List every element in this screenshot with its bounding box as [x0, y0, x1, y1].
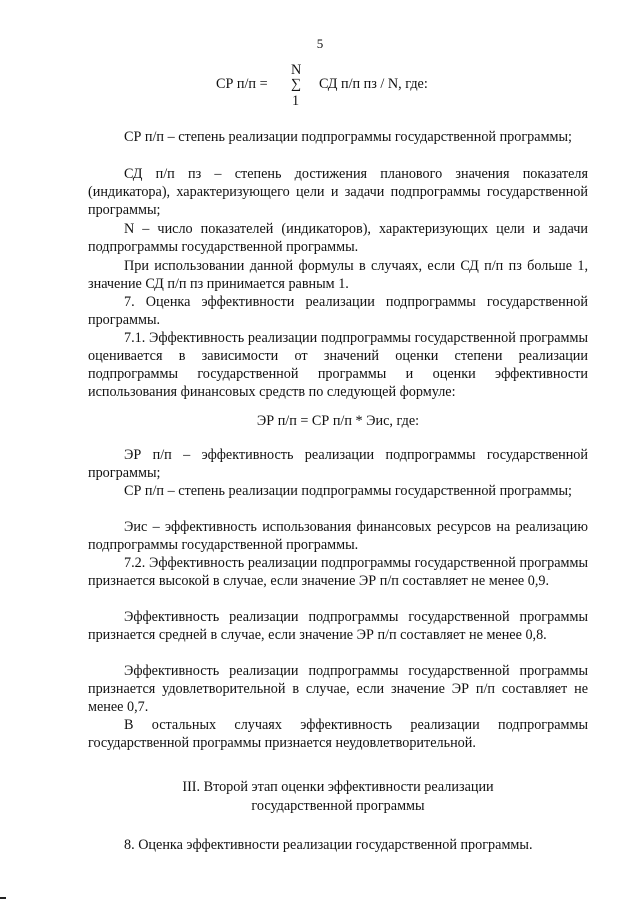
- scan-edge-mark: [0, 897, 6, 899]
- definition-sd: СД п/п пз – степень достижения планового значения показателя (индикатора), характеризующего цели и задачи подпрограммы государственной программы;: [88, 166, 588, 218]
- item-7: 7. Оценка эффективности реализации подпрограммы государственной программы.: [88, 294, 588, 328]
- sum-lower-limit: 1: [292, 93, 300, 109]
- sum-upper-limit: N: [291, 62, 302, 78]
- formula-subprogram-implementation-degree: [0, 62, 640, 112]
- item-7-1: 7.1. Эффективность реализации подпрограммы государственной программы оценивается в зависимости от значений оценки степени реализации подпрограммы государственной программы и оценки эффективности использования финансовых средств по следующей формуле:: [88, 330, 588, 400]
- item-8: 8. Оценка эффективности реализации государственной программы.: [124, 837, 533, 853]
- section-heading: [88, 778, 588, 816]
- item-7-2-medium: Эффективность реализации подпрограммы государственной программы признается средней в случае, если значение ЭР п/п составляет не менее 0,8.: [88, 609, 588, 643]
- note-sd-cap: При использовании данной формулы в случаях, если СД п/п пз больше 1, значение СД п/п пз принимается равным 1.: [88, 258, 588, 292]
- item-7-2-high: 7.2. Эффективность реализации подпрограммы государственной программы признается высокой в случае, если значение ЭР п/п составляет не менее 0,9.: [88, 555, 588, 589]
- definition-eis: Эис – эффективность использования финансовых ресурсов на реализацию подпрограммы государственной программы.: [88, 519, 588, 553]
- section-heading-line-2: государственной программы: [251, 798, 425, 814]
- formula-subprogram-efficiency: ЭР п/п = СР п/п * Эис, где:: [256, 413, 420, 429]
- item-7-2-satisfactory: Эффективность реализации подпрограммы государственной программы признается удовлетворительной в случае, если значение ЭР п/п составляет не менее 0,7.: [88, 663, 588, 715]
- formula-left-side: СР п/п =: [216, 76, 268, 92]
- item-7-2-unsatisfactory: В остальных случаях эффективность реализации подпрограммы государственной программы признается неудовлетворительной.: [88, 717, 588, 751]
- definition-n: N – число показателей (индикаторов), характеризующих цели и задачи подпрограммы государственной программы.: [88, 221, 588, 255]
- formula-right-side: СД п/п пз / N, где:: [319, 76, 428, 92]
- page-number: 5: [316, 36, 324, 51]
- sum-symbol: ∑: [291, 76, 302, 92]
- section-heading-line-1: III. Второй этап оценки эффективности реализации: [182, 779, 494, 795]
- definition-sr: СР п/п – степень реализации подпрограммы государственной программы;: [124, 129, 572, 145]
- definition-er: ЭР п/п – эффективность реализации подпрограммы государственной программы;: [88, 447, 588, 481]
- definition-sr-2: СР п/п – степень реализации подпрограммы государственной программы;: [124, 483, 572, 499]
